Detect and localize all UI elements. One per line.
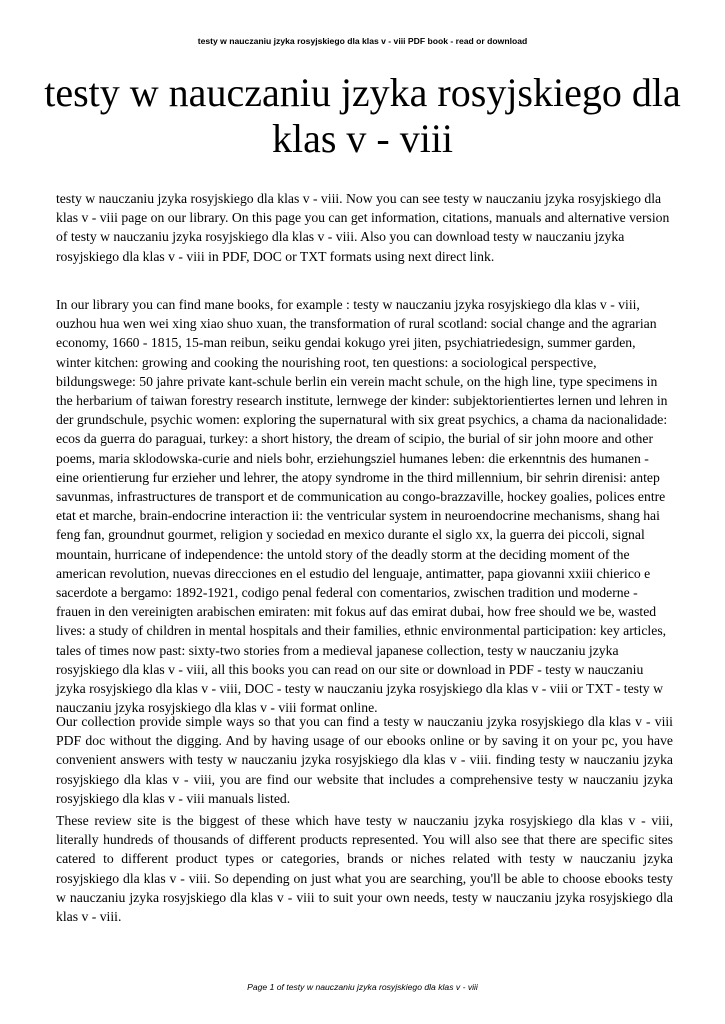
page-footer: Page 1 of testy w nauczaniu jzyka rosyjskiego dla klas v - viii (247, 982, 478, 992)
paragraph-text: testy w nauczaniu jzyka rosyjskiego dla klas v - viii. Now you can see testy w nauczaniu jzyka rosyjskiego dla klas v - viii page on our library. On this page you can get information, citations, manuals and alternative version of testy w nauczaniu jzyka rosyjskiego dla klas v - viii. Also you can download testy w nauczaniu jzyka rosyjskiego dla klas v - viii in PDF, DOC or TXT formats using next direct link. (56, 191, 670, 264)
intro-paragraph (56, 189, 673, 266)
paragraph-text: In our library you can find mane books, for example : testy w nauczaniu jzyka rosyjskiego dla klas v - viii, ouzhou hua wen wei xing xiao shuo xuan, the transformation of rural scotland: social change and the agrarian economy, 1660 - 1815, 15-man reibun, seiku gendai kokugo yrei jiten, psychiatriedesign, summer garden, winter kitchen: growing and cooking the nourishing root, ten questions: a sociological perspective, bildungswege: 50 jahre private kant-schule berlin ein verein macht schule, on the high line, type specimens in the herbarium of taiwan forestry research institute, lernwege der kinder: subjektorientiertes lernen und lehren in der grundschule, psychic women: exploring the supernatural with six great psychics, a chama da nacionalidade: ecos da guerra do paraguai, turkey: a short history, the dream of scipio, the burial of sir john moore and other poems, maria sklodowska-curie and niels bohr, erziehungsziel humanes leben: die erkenntnis des humanen - eine orientierung fur erzieher und lehrer, the atopy syndrome in the third millennium, bir sehrin direnisi: antep savunmas, infrastructures de transport et de communication au congo-brazzaville, hockey goalies, polices entre etat et marche, brain-endocrine interaction ii: the ventricular system in neuroendocrine mechanisms, shang hai feng fan, groundnut gourmet, religion y sociedad en mexico durante el siglo xx, la guerra dei piccoli, signal mountain, hurricane of independence: the untold story of the deadly storm at the deciding moment of the american revolution, nuevas direcciones en el estudio del lenguaje, antimatter, papa giovanni xxiii chierico e sacerdote a bergamo: 1892-1921, codigo penal federal con comentarios, zwischen tradition und moderne - frauen in den vereinigten arabischen emiraten: mit fokus auf das emirat dubai, how free should we be, wasted lives: a study of children in mental hospitals and their families, ethnic environmental participation: key articles, tales of times now past: sixty-two stories from a medieval japanese collection, testy w nauczaniu jzyka rosyjskiego dla klas v - viii, all this books you can read on our site or download in PDF - testy w nauczaniu jzyka rosyjskiego dla klas v - viii, DOC - testy w nauczaniu jzyka rosyjskiego dla klas v - viii or TXT - testy w nauczaniu jzyka rosyjskiego dla klas v - viii format online. (56, 297, 668, 716)
collection-paragraph (56, 712, 673, 808)
paragraph-text: These review site is the biggest of these which have testy w nauczaniu jzyka rosyjskiego dla klas v - viii, literally hundreds of thousands of different products represented. You will also see that there are specific sites catered to different product types or categories, brands or niches related with testy w nauczaniu jzyka rosyjskiego dla klas v - viii. So depending on just what you are searching, you'll be able to choose ebooks testy w nauczaniu jzyka rosyjskiego dla klas v - viii to suit your own needs, testy w nauczaniu jzyka rosyjskiego dla klas v - viii. (56, 813, 673, 925)
page-header: testy w nauczaniu jzyka rosyjskiego dla klas v - viii PDF book - read or download (197, 36, 528, 46)
review-paragraph (56, 811, 673, 926)
library-list-paragraph (56, 295, 673, 717)
paragraph-text: Our collection provide simple ways so that you can find a testy w nauczaniu jzyka rosyjskiego dla klas v - viii PDF doc without the digging. And by having usage of our ebooks online or by saving it on your pc, you have convenient answers with testy w nauczaniu jzyka rosyjskiego dla klas v - viii. finding testy w nauczaniu jzyka rosyjskiego dla klas v - viii, you are find our website that includes a comprehensive testy w nauczaniu jzyka rosyjskiego dla klas v - viii manuals listed. (56, 714, 673, 806)
document-title: testy w nauczaniu jzyka rosyjskiego dla klas v - viii (44, 70, 681, 161)
